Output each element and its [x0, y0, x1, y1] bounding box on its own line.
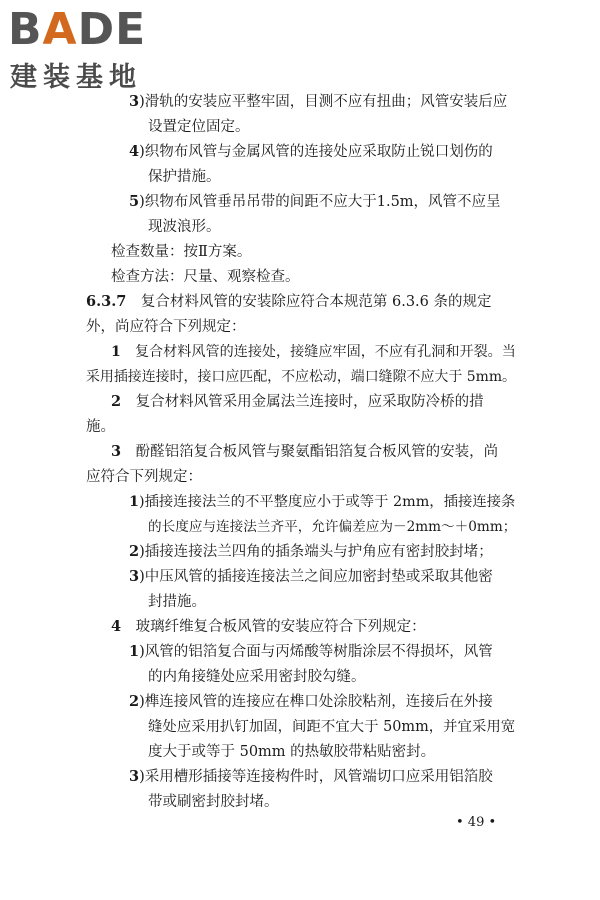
paragraph-line: 外，尚应符合下列规定：: [86, 319, 246, 335]
inspection-method: 检查方法：尺量、观察检查。: [111, 269, 300, 285]
list-item: 3)滑轨的安装应平整牢固，目测不应有扭曲；风管安装后应: [129, 93, 508, 110]
list-item-continuation: 缝处应采用扒钉加固，间距不宜大于 50mm，并宜采用宽: [148, 719, 516, 735]
paragraph-line: 应符合下列规定：: [86, 469, 202, 485]
list-item-continuation: 的内角接缝处应采用密封胶勾缝。: [148, 669, 366, 685]
list-item: 4)织物布风管与金属风管的连接处应采取防止锐口划伤的: [129, 143, 493, 160]
clause-heading: 6.3.7 复合材料风管的安装除应符合本规范第 6.3.6 条的规定: [86, 293, 492, 310]
list-item-continuation: 保护措施。: [148, 169, 221, 185]
list-item: 1)风管的铝箔复合面与丙烯酸等树脂涂层不得损坏，风管: [129, 643, 493, 660]
numbered-item: 1 复合材料风管的连接处，接缝应牢固，不应有孔洞和开裂。当: [111, 344, 516, 360]
inspection-quantity: 检查数量：按Ⅱ方案。: [111, 244, 252, 260]
logo-subtitle: 建装基地: [10, 62, 142, 93]
list-item: 3)中压风管的插接连接法兰之间应加密封垫或采取其他密: [129, 568, 493, 585]
numbered-item: 3 酚醛铝箔复合板风管与聚氨酯铝箔复合板风管的安装，尚: [111, 443, 499, 460]
page-number: • 49 •: [456, 815, 497, 830]
list-item-continuation: 封措施。: [148, 594, 206, 610]
list-item: 3)采用槽形插接等连接构件时，风管端切口应采用铝箔胶: [129, 768, 493, 785]
list-item-continuation: 现波浪形。: [148, 219, 221, 235]
list-item: 2)插接连接法兰四角的插条端头与护角应有密封胶封堵；: [129, 543, 493, 560]
list-item-continuation: 的长度应与连接法兰齐平，允许偏差应为－2mm～＋0mm；: [148, 519, 517, 535]
list-item-continuation: 带或刷密封胶封堵。: [148, 794, 279, 810]
list-item: 2)榫连接风管的连接应在榫口处涂胶粘剂，连接后在外接: [129, 693, 493, 710]
logo-wordmark: BADE: [8, 4, 147, 55]
list-item-continuation: 度大于或等于 50mm 的热敏胶带粘贴密封。: [148, 744, 436, 760]
paragraph-line: 施。: [86, 419, 115, 435]
numbered-item: 4 玻璃纤维复合板风管的安装应符合下列规定：: [111, 618, 426, 635]
list-item: 1)插接连接法兰的不平整度应小于或等于 2mm，插接连接条: [129, 494, 516, 510]
bade-logo: [8, 6, 178, 96]
paragraph-line: 采用插接连接时，接口应匹配，不应松动，端口缝隙不应大于 5mm。: [86, 369, 516, 385]
list-item: 5)织物布风管垂吊吊带的间距不应大于1.5m，风管不应呈: [129, 193, 501, 210]
numbered-item: 2 复合材料风管采用金属法兰连接时，应采取防冷桥的措: [111, 393, 484, 410]
list-item-continuation: 设置定位固定。: [148, 119, 250, 135]
